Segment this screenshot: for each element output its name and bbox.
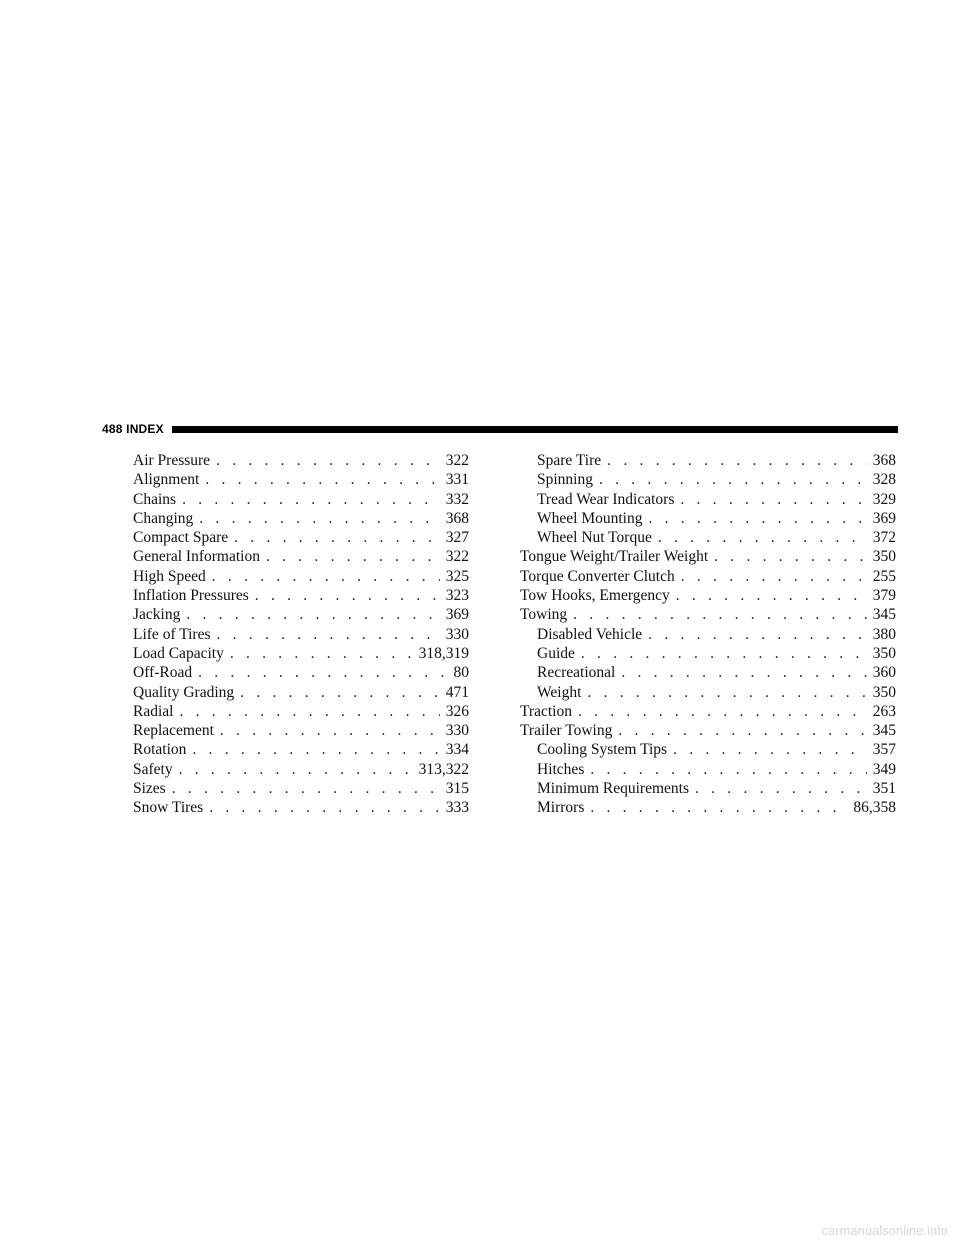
index-entry	[133, 663, 469, 682]
dot-leader	[199, 509, 439, 528]
dot-leader	[209, 798, 440, 817]
index-entry	[133, 528, 469, 547]
index-term: Replacement	[133, 722, 214, 740]
index-entry	[520, 663, 896, 682]
index-page-ref: 322	[445, 452, 469, 469]
index-term: Tread Wear Indicators	[537, 490, 675, 508]
index-term: Guide	[537, 644, 575, 662]
index-entry	[133, 760, 469, 779]
index-page-ref: 80	[453, 664, 469, 682]
index-term: Radial	[133, 702, 174, 720]
index-page-ref: 360	[872, 664, 896, 682]
index-term: Life of Tires	[133, 625, 211, 643]
dot-leader	[648, 625, 867, 644]
index-term: Inflation Pressures	[133, 587, 249, 605]
index-page-ref: 327	[445, 529, 469, 547]
dot-leader	[590, 798, 847, 817]
index-entry	[133, 470, 469, 489]
index-term: Safety	[133, 760, 173, 778]
index-term: Off-Road	[133, 664, 193, 682]
index-term: General Information	[133, 548, 260, 566]
dot-leader	[590, 760, 866, 779]
dot-leader	[266, 547, 440, 566]
index-page-ref: 255	[872, 567, 896, 585]
index-entry	[133, 451, 469, 470]
index-term: Load Capacity	[133, 644, 224, 662]
dot-leader	[217, 625, 440, 644]
index-term: Snow Tires	[133, 799, 204, 817]
dot-leader	[172, 779, 440, 798]
index-entry	[520, 586, 896, 605]
index-page-ref: 345	[872, 606, 896, 624]
index-term: Cooling System Tips	[537, 741, 668, 759]
dot-leader	[681, 567, 867, 586]
index-page-ref: 326	[445, 702, 469, 720]
index-term: Wheel Mounting	[537, 509, 643, 527]
header-rule	[172, 426, 898, 433]
dot-leader	[607, 451, 867, 470]
index-page-ref: 333	[445, 799, 469, 817]
index-entry	[133, 798, 469, 817]
dot-leader	[581, 644, 867, 663]
index-page-ref: 334	[445, 741, 469, 759]
dot-leader	[695, 779, 867, 798]
index-term: Quality Grading	[133, 683, 235, 701]
index-entry	[133, 740, 469, 759]
dot-leader	[186, 605, 439, 624]
page-number-title: 488 INDEX	[102, 422, 164, 436]
dot-leader	[578, 702, 867, 721]
index-page-ref: 329	[872, 490, 896, 508]
index-page-ref: 330	[445, 625, 469, 643]
index-page-ref: 369	[872, 509, 896, 527]
page-header	[102, 420, 898, 438]
index-term: Compact Spare	[133, 529, 229, 547]
index-column-right	[520, 451, 896, 818]
index-entry	[520, 721, 896, 740]
index-term: Rotation	[133, 741, 187, 759]
index-entry	[133, 547, 469, 566]
dot-leader	[220, 721, 440, 740]
index-page-ref: 86,358	[853, 799, 896, 817]
index-term: Towing	[520, 606, 568, 624]
index-term: Spinning	[537, 471, 593, 489]
dot-leader	[587, 683, 866, 702]
dot-leader	[216, 451, 440, 470]
dot-leader	[205, 470, 439, 489]
index-entry	[520, 702, 896, 721]
index-term: Tongue Weight/Trailer Weight	[520, 548, 709, 566]
index-term: Air Pressure	[133, 452, 211, 469]
dot-leader	[192, 740, 439, 759]
index-page-ref: 318,319	[418, 644, 469, 662]
index-page-ref: 349	[872, 760, 896, 778]
index-column-left	[133, 451, 469, 818]
index-entry	[133, 625, 469, 644]
index-page-ref: 331	[445, 471, 469, 489]
index-page-ref: 369	[445, 606, 469, 624]
index-page-ref: 471	[445, 683, 469, 701]
dot-leader	[714, 547, 867, 566]
index-entry	[520, 779, 896, 798]
index-term: Hitches	[537, 760, 585, 778]
index-entry	[520, 798, 896, 817]
index-entry	[133, 779, 469, 798]
index-entry	[520, 740, 896, 759]
index-entry	[133, 567, 469, 586]
dot-leader	[179, 760, 413, 779]
index-term: Spare Tire	[537, 452, 602, 469]
index-entry	[520, 760, 896, 779]
dot-leader	[240, 683, 440, 702]
index-page-ref: 325	[445, 567, 469, 585]
dot-leader	[676, 586, 867, 605]
index-entry	[520, 644, 896, 663]
index-term: Trailer Towing	[520, 722, 613, 740]
index-entry	[133, 702, 469, 721]
index-term: Traction	[520, 702, 572, 720]
index-entry	[133, 605, 469, 624]
index-entry	[520, 470, 896, 489]
index-entry	[520, 567, 896, 586]
dot-leader	[198, 663, 447, 682]
index-entry	[133, 490, 469, 509]
dot-leader	[179, 702, 439, 721]
dot-leader	[599, 470, 867, 489]
index-page-ref: 330	[445, 722, 469, 740]
index-entry	[520, 490, 896, 509]
index-page-ref: 380	[872, 625, 896, 643]
dot-leader	[648, 509, 866, 528]
index-term: Tow Hooks, Emergency	[520, 587, 670, 605]
index-term: Jacking	[133, 606, 181, 624]
index-term: Torque Converter Clutch	[520, 567, 675, 585]
index-entry	[520, 509, 896, 528]
index-page-ref: 332	[445, 490, 469, 508]
index-page-ref: 345	[872, 722, 896, 740]
index-page-ref: 350	[872, 548, 896, 566]
dot-leader	[234, 528, 440, 547]
index-page-ref: 323	[445, 587, 469, 605]
dot-leader	[573, 605, 867, 624]
dot-leader	[255, 586, 440, 605]
index-term: High Speed	[133, 567, 206, 585]
index-term: Wheel Nut Torque	[537, 529, 652, 547]
index-entry	[520, 547, 896, 566]
index-entry	[133, 509, 469, 528]
index-term: Sizes	[133, 780, 166, 798]
index-term: Mirrors	[537, 799, 585, 817]
index-term: Alignment	[133, 471, 200, 489]
dot-leader	[182, 490, 440, 509]
dot-leader	[212, 567, 440, 586]
index-entry	[520, 451, 896, 470]
dot-leader	[680, 490, 866, 509]
watermark: carmanualsonline.info	[821, 1223, 948, 1238]
index-page-ref: 372	[872, 529, 896, 547]
index-term: Chains	[133, 490, 177, 508]
index-page-ref: 313,322	[418, 760, 469, 778]
index-page-ref: 328	[872, 471, 896, 489]
index-entry	[520, 605, 896, 624]
index-page-ref: 351	[872, 780, 896, 798]
index-entry	[520, 528, 896, 547]
index-term: Changing	[133, 509, 194, 527]
index-page-ref: 368	[872, 452, 896, 469]
index-entry	[133, 683, 469, 702]
index-term: Disabled Vehicle	[537, 625, 643, 643]
index-entry	[520, 625, 896, 644]
dot-leader	[621, 663, 866, 682]
dot-leader	[673, 740, 867, 759]
index-page-ref: 315	[445, 780, 469, 798]
index-page-ref: 368	[445, 509, 469, 527]
index-term: Minimum Requirements	[537, 780, 689, 798]
index-term: Weight	[537, 683, 582, 701]
index-page-ref: 322	[445, 548, 469, 566]
index-term: Recreational	[537, 664, 616, 682]
index-entry	[133, 721, 469, 740]
index-page-ref: 350	[872, 683, 896, 701]
index-page-ref: 379	[872, 587, 896, 605]
dot-leader	[230, 644, 413, 663]
index-entry	[520, 683, 896, 702]
dot-leader	[658, 528, 867, 547]
dot-leader	[618, 721, 866, 740]
index-page-ref: 357	[872, 741, 896, 759]
index-entry	[133, 644, 469, 663]
index-page-ref: 350	[872, 644, 896, 662]
index-page-ref: 263	[872, 702, 896, 720]
index-entry	[133, 586, 469, 605]
